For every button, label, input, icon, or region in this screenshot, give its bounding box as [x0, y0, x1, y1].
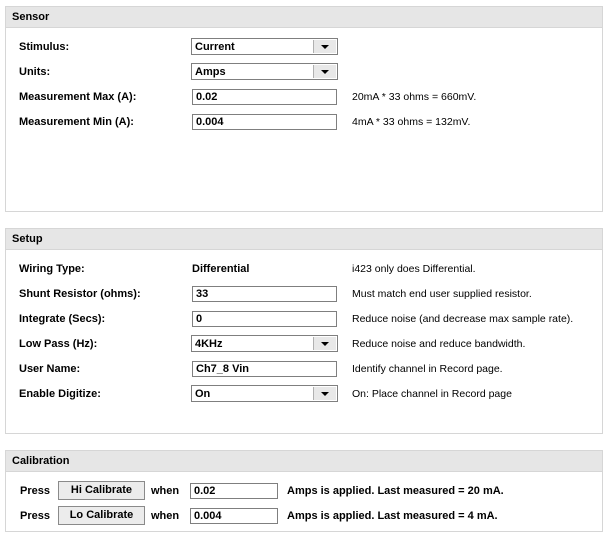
user-name-input[interactable]: Ch7_8 Vin [192, 361, 337, 377]
chevron-down-icon[interactable] [313, 40, 336, 53]
hi-when-label: when [151, 485, 180, 497]
chevron-down-icon[interactable] [313, 337, 336, 350]
lo-calibrate-value-input[interactable]: 0.004 [190, 508, 278, 524]
user-name-note: Identify channel in Record page. [352, 363, 503, 375]
chevron-down-icon[interactable] [313, 387, 336, 400]
measurement-min-input[interactable]: 0.004 [192, 114, 337, 130]
measurement-max-note: 20mA * 33 ohms = 660mV. [352, 91, 477, 103]
units-select-value: Amps [195, 66, 226, 78]
stimulus-select[interactable] [191, 38, 338, 55]
user-name-label: User Name: [19, 363, 81, 375]
lo-calibrate-button[interactable]: Lo Calibrate [58, 506, 145, 525]
setup-panel-title: Setup [6, 229, 602, 250]
calibration-panel-title: Calibration [6, 451, 602, 472]
shunt-resistor-note: Must match end user supplied resistor. [352, 288, 532, 300]
calibration-panel [5, 450, 603, 532]
hi-calibrate-status: Amps is applied. Last measured = 20 mA. [287, 485, 504, 497]
hi-calibrate-button[interactable]: Hi Calibrate [58, 481, 145, 500]
stimulus-select-value: Current [195, 41, 235, 53]
chevron-down-icon[interactable] [313, 65, 336, 78]
wiring-type-value: Differential [192, 263, 250, 275]
lo-calibrate-status: Amps is applied. Last measured = 4 mA. [287, 510, 498, 522]
enable-digitize-select[interactable] [191, 385, 338, 402]
low-pass-note: Reduce noise and reduce bandwidth. [352, 338, 526, 350]
enable-digitize-select-value: On [195, 388, 211, 400]
hi-calibrate-value-input[interactable]: 0.02 [190, 483, 278, 499]
measurement-min-label: Measurement Min (A): [19, 116, 134, 128]
low-pass-select-value: 4KHz [195, 338, 223, 350]
low-pass-label: Low Pass (Hz): [19, 338, 98, 350]
integrate-input[interactable]: 0 [192, 311, 337, 327]
wiring-type-label: Wiring Type: [19, 263, 85, 275]
integrate-note: Reduce noise (and decrease max sample rate). [352, 313, 574, 325]
sensor-panel-title: Sensor [6, 7, 602, 28]
enable-digitize-label: Enable Digitize: [19, 388, 101, 400]
wiring-type-note: i423 only does Differential. [352, 263, 476, 275]
sensor-panel [5, 6, 603, 212]
setup-panel [5, 228, 603, 434]
measurement-max-label: Measurement Max (A): [19, 91, 137, 103]
low-pass-select[interactable] [191, 335, 338, 352]
shunt-resistor-input[interactable]: 33 [192, 286, 337, 302]
units-select[interactable] [191, 63, 338, 80]
hi-press-label: Press [20, 485, 50, 497]
shunt-resistor-label: Shunt Resistor (ohms): [19, 288, 141, 300]
measurement-min-note: 4mA * 33 ohms = 132mV. [352, 116, 471, 128]
stimulus-label: Stimulus: [19, 41, 70, 53]
units-label: Units: [19, 66, 51, 78]
measurement-max-input[interactable]: 0.02 [192, 89, 337, 105]
lo-press-label: Press [20, 510, 50, 522]
enable-digitize-note: On: Place channel in Record page [352, 388, 512, 400]
lo-when-label: when [151, 510, 180, 522]
integrate-label: Integrate (Secs): [19, 313, 106, 325]
